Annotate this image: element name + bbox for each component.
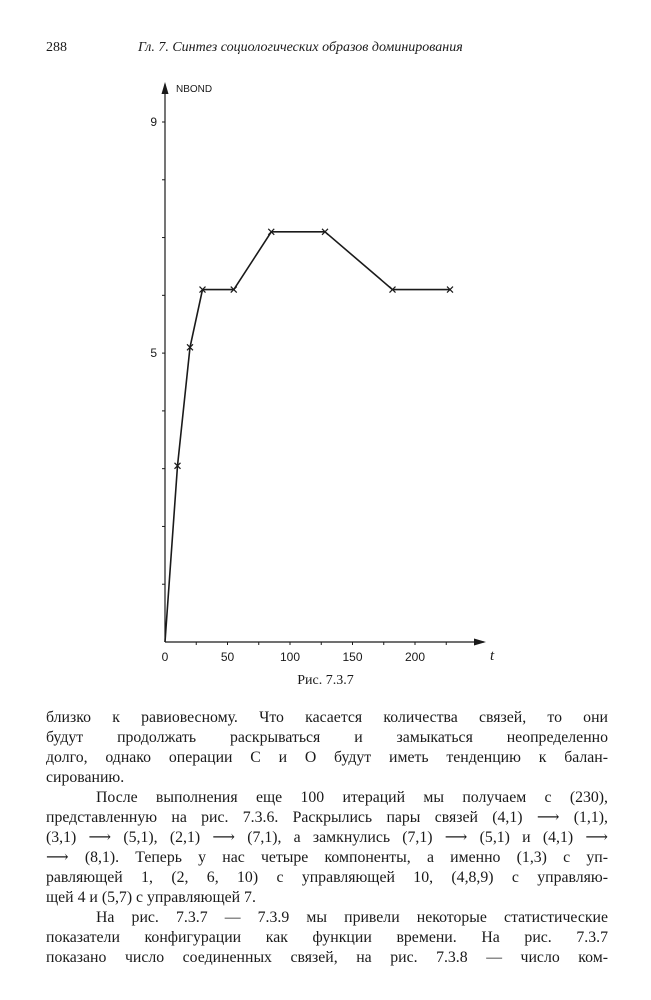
text-line: будут продолжать раскрываться и замыкаться неопределенно — [46, 729, 608, 746]
text-line: представленную на рис. 7.3.6. Раскрылись пары связей (4,1) ⟶ (1,1), — [46, 809, 608, 826]
figure-caption: Рис. 7.3.7 — [297, 673, 354, 688]
chart-axes — [162, 82, 487, 646]
running-head: Гл. 7. Синтез социологических образов доминирования — [138, 40, 463, 55]
text-line: сированию. — [46, 769, 125, 786]
text-line: долго, однако операции C и O будут иметь тенденцию к балан- — [46, 749, 608, 766]
x-tick-label: 150 — [342, 650, 363, 664]
y-tick-label: 9 — [150, 115, 157, 129]
text-line: показано число соединенных связей, на рис. 7.3.8 — число ком- — [46, 949, 608, 966]
page-header — [46, 40, 608, 62]
text-line: щей 4 и (5,7) с управляющей 7. — [46, 889, 256, 906]
x-tick-label: 100 — [279, 650, 301, 664]
text-line: ⟶ (8,1). Теперь у нас четыре компоненты, а именно (1,3) с уп- — [46, 849, 608, 866]
nbond-chart — [120, 72, 520, 672]
text-line: (3,1) ⟶ (5,1), (2,1) ⟶ (7,1), а замкнулись (7,1) ⟶ (5,1) и (4,1) ⟶ — [46, 829, 608, 846]
figure-7-3-7 — [120, 72, 520, 672]
text-line: равляющей 1, (2, 6, 10) с управляющей 10, (4,8,9) с управляю- — [46, 869, 608, 886]
page-number: 288 — [46, 40, 67, 55]
x-tick-label: 50 — [220, 650, 235, 664]
x-axis-arrow — [474, 639, 486, 646]
y-tick-label: 5 — [150, 346, 157, 361]
body-text — [46, 708, 608, 968]
text-line: На рис. 7.3.7 — 7.3.9 мы привели некоторые статистические — [96, 909, 608, 926]
text-line: После выполнения еще 100 итераций мы получаем c (230), — [96, 789, 608, 806]
chart-series — [165, 229, 453, 642]
chart-ticks — [150, 115, 446, 664]
text-line: показатели конфигурации как функции времени. На рис. 7.3.7 — [46, 929, 608, 946]
x-axis-label: t — [490, 648, 495, 664]
y-axis-arrow — [162, 82, 169, 94]
x-tick-label: 200 — [404, 650, 426, 664]
x-tick-label: 0 — [161, 650, 169, 664]
series-line — [165, 232, 450, 642]
y-axis-label: NBOND — [176, 84, 213, 95]
text-line: близко к равиовесному. Что касается количества связей, то они — [46, 709, 608, 726]
